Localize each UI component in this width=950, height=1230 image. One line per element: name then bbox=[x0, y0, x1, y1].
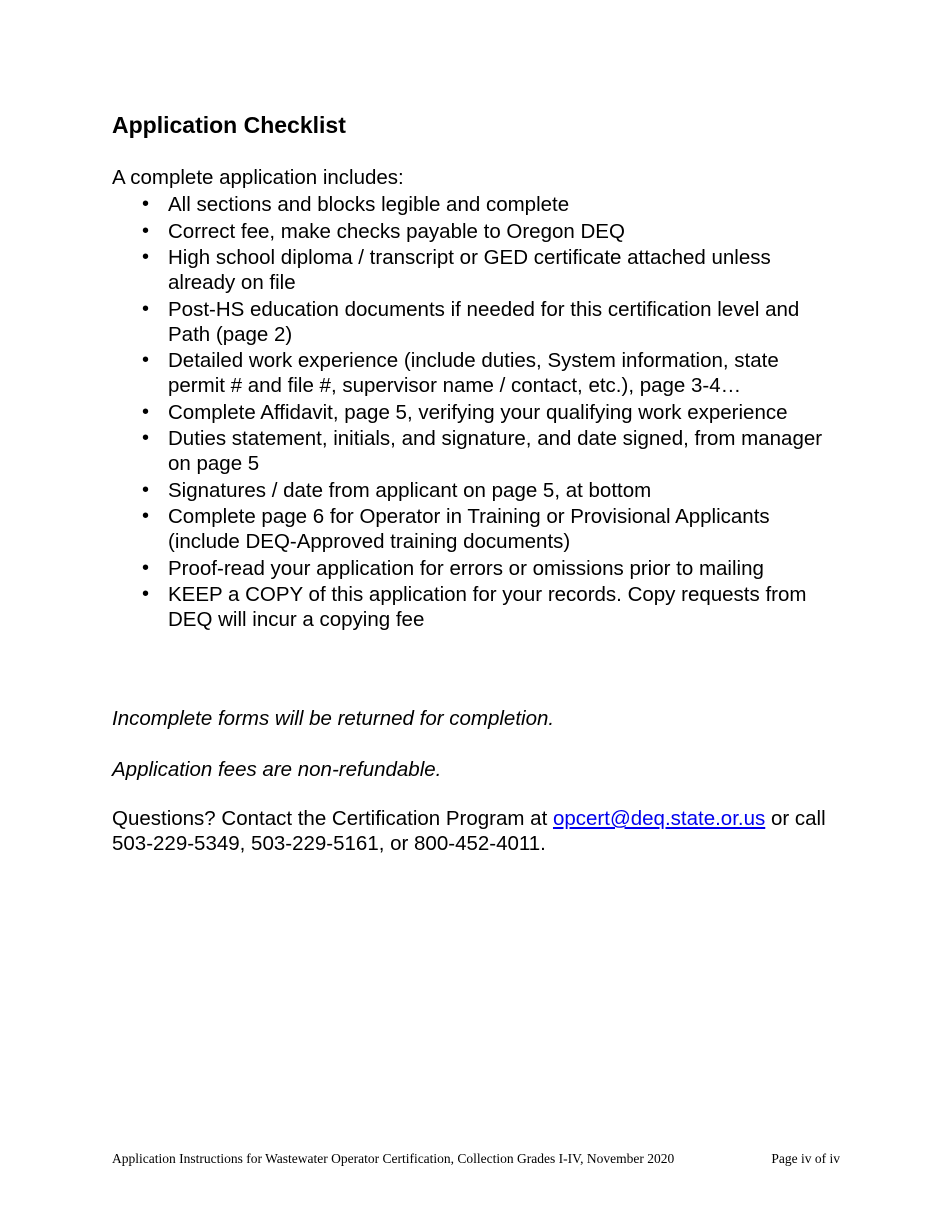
contact-email-link[interactable]: opcert@deq.state.or.us bbox=[552, 807, 766, 830]
bullet-icon: • bbox=[142, 297, 150, 320]
bullet-icon: • bbox=[142, 556, 150, 579]
bullet-icon: • bbox=[142, 246, 150, 268]
bullet-icon: • bbox=[142, 427, 150, 449]
bullet-icon: • bbox=[142, 400, 150, 423]
bullet-icon: • bbox=[142, 349, 150, 371]
checklist-item bbox=[112, 348, 840, 398]
checklist-item bbox=[112, 556, 840, 581]
bullet-icon: • bbox=[142, 219, 150, 242]
checklist bbox=[112, 192, 840, 634]
checklist-item bbox=[112, 192, 840, 217]
checklist-item-text: Duties statement, initials, and signature, and date signed, from manager on page 5 bbox=[168, 427, 823, 475]
checklist-intro: A complete application includes: bbox=[112, 166, 404, 189]
bullet-icon: • bbox=[142, 478, 150, 501]
checklist-item-text: High school diploma / transcript or GED certificate attached unless already on file bbox=[168, 246, 771, 294]
checklist-item bbox=[112, 478, 840, 503]
contact-paragraph bbox=[112, 806, 842, 856]
checklist-item-text: Signatures / date from applicant on page 5, at bottom bbox=[168, 478, 652, 502]
checklist-item bbox=[112, 426, 840, 476]
checklist-item-text: All sections and blocks legible and complete bbox=[168, 193, 570, 216]
footer-page-number: Page iv of iv bbox=[771, 1151, 840, 1166]
bullet-icon: • bbox=[142, 193, 150, 215]
bullet-icon: • bbox=[142, 583, 150, 605]
checklist-item-text: Complete page 6 for Operator in Training or Provisional Applicants (include DEQ-Approved training documents) bbox=[168, 505, 770, 553]
checklist-item bbox=[112, 297, 840, 347]
page-title: Application Checklist bbox=[112, 112, 346, 138]
checklist-item-text: Complete Affidavit, page 5, verifying your qualifying work experience bbox=[168, 400, 788, 424]
incomplete-forms-note: Incomplete forms will be returned for completion. bbox=[112, 707, 555, 730]
checklist-item-text: Correct fee, make checks payable to Oregon DEQ bbox=[168, 219, 625, 243]
document-page bbox=[112, 0, 840, 1230]
checklist-item bbox=[112, 504, 840, 554]
fees-note: Application fees are non-refundable. bbox=[112, 758, 442, 781]
checklist-item bbox=[112, 219, 840, 244]
checklist-item-text: Detailed work experience (include duties, System information, state permit # and file #, supervisor name / contact, etc.), page 3-4… bbox=[168, 349, 779, 397]
footer-document-title: Application Instructions for Wastewater Operator Certification, Collection Grades I-IV, November 2020 bbox=[112, 1151, 675, 1166]
contact-suffix: or call 503-229-5349, 503-229-5161, or 800-452-4011. bbox=[112, 807, 826, 855]
checklist-item-text: Post-HS education documents if needed for this certification level and Path (page 2) bbox=[168, 297, 800, 346]
checklist-item bbox=[112, 400, 840, 425]
checklist-item-text: Proof-read your application for errors or omissions prior to mailing bbox=[168, 556, 764, 580]
checklist-item-text: KEEP a COPY of this application for your records. Copy requests from DEQ will incur a copying fee bbox=[168, 583, 807, 631]
bullet-icon: • bbox=[142, 505, 150, 527]
checklist-item bbox=[112, 582, 840, 632]
checklist-item bbox=[112, 245, 840, 295]
contact-prefix: Questions? Contact the Certification Program at bbox=[112, 807, 553, 830]
